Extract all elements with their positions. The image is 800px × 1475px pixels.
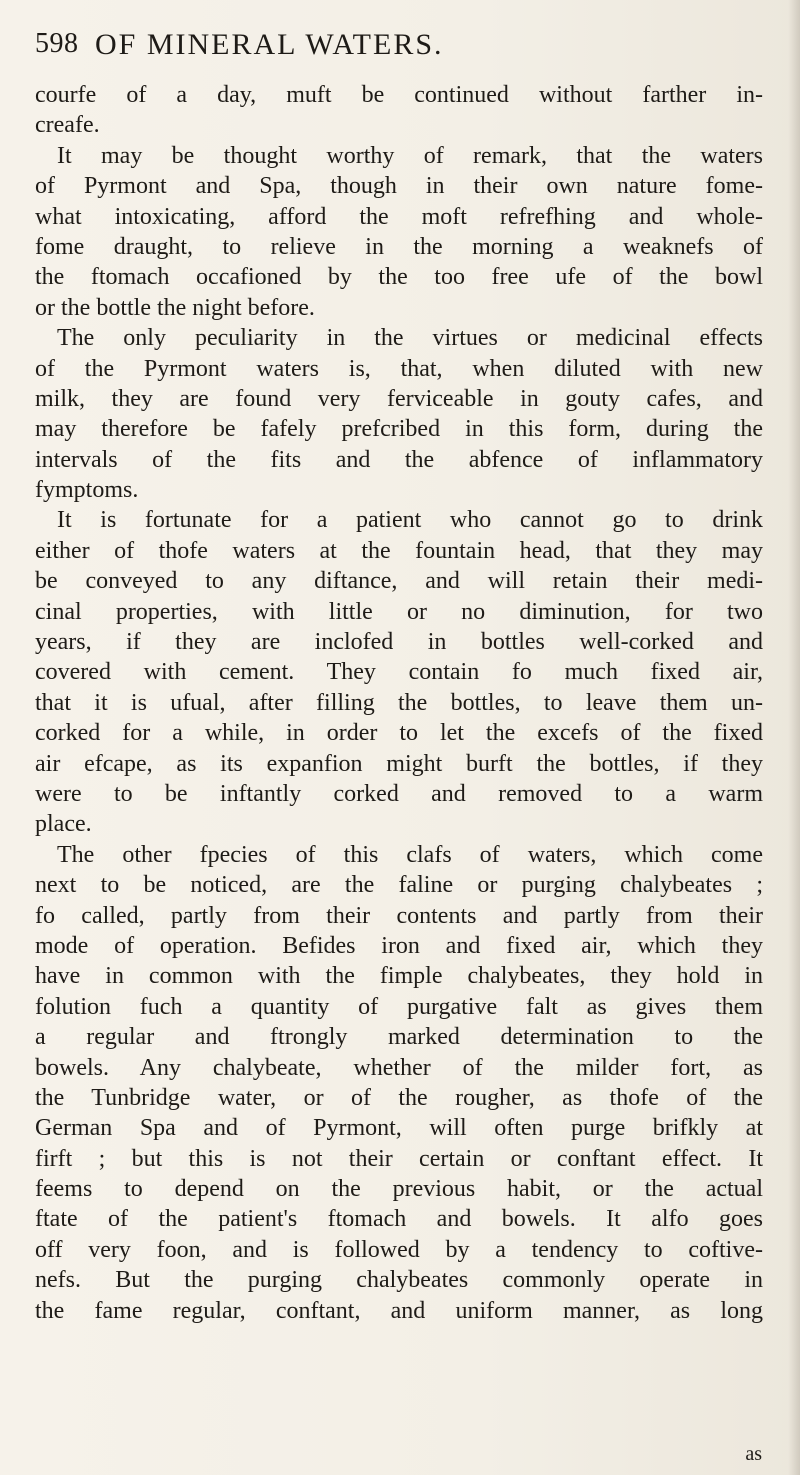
text-line: The only peculiarity in the virtues or medicinal effects xyxy=(57,325,763,352)
text-line: next to be noticed, are the faline or purging chalybeates ; xyxy=(35,872,763,899)
text-line: courfe of a day, muft be continued without farther in- xyxy=(35,82,763,108)
catchword: as xyxy=(745,1443,762,1465)
text-line: that it is ufual, after filling the bottles, to leave them un- xyxy=(35,689,763,716)
text-line: off very foon, and is followed by a tendency to coftive- xyxy=(35,1236,763,1263)
text-line: It may be thought worthy of remark, that the waters xyxy=(57,142,763,169)
text-line: the Tunbridge water, or of the rougher, as thofe of the xyxy=(35,1084,763,1111)
text-line: fymptoms. xyxy=(35,477,139,504)
text-line: were to be inftantly corked and removed to a warm xyxy=(35,780,763,807)
text-line: fo called, partly from their contents and partly from their xyxy=(35,902,763,929)
page-number: 598 xyxy=(35,28,79,59)
body-text xyxy=(35,80,763,1326)
text-line: The other fpecies of this clafs of waters, which come xyxy=(57,841,763,868)
text-line: milk, they are found very ferviceable in gouty cafes, and xyxy=(35,385,763,412)
text-line: It is fortunate for a patient who cannot go to drink xyxy=(57,507,763,534)
text-line: place. xyxy=(35,811,92,838)
text-line: firft ; but this is not their certain or conftant effect. It xyxy=(35,1145,763,1172)
text-line: cinal properties, with little or no diminution, for two xyxy=(35,598,763,625)
text-line: covered with cement. They contain fo much fixed air, xyxy=(35,659,763,686)
text-line: feems to depend on the previous habit, or the actual xyxy=(35,1176,763,1203)
text-line: German Spa and of Pyrmont, will often purge brifkly at xyxy=(35,1115,763,1142)
text-line: intervals of the fits and the abfence of inflammatory xyxy=(35,446,763,473)
text-line: a regular and ftrongly marked determination to the xyxy=(35,1024,763,1051)
text-line: bowels. Any chalybeate, whether of the milder fort, as xyxy=(35,1054,763,1081)
text-line: fome draught, to relieve in the morning a weaknefs of xyxy=(35,233,763,260)
page-edge-shadow xyxy=(788,0,800,1475)
text-line: folution fuch a quantity of purgative falt as gives them xyxy=(35,993,763,1020)
text-line: ftate of the patient's ftomach and bowels. It alfo goes xyxy=(35,1206,763,1233)
text-line: what intoxicating, afford the moft refrefhing and whole- xyxy=(35,203,763,230)
running-title: OF MINERAL WATERS. xyxy=(95,28,444,61)
text-line: corked for a while, in order to let the excefs of the fixed xyxy=(35,720,763,747)
text-line: mode of operation. Befides iron and fixed air, which they xyxy=(35,932,763,959)
text-line: or the bottle the night before. xyxy=(35,294,315,321)
text-line: either of thofe waters at the fountain head, that they may xyxy=(35,537,763,564)
text-line: be conveyed to any diftance, and will retain their medi- xyxy=(35,568,763,595)
text-line: years, if they are inclofed in bottles well-corked and xyxy=(35,629,763,656)
text-line: creafe. xyxy=(35,112,100,139)
text-line: nefs. But the purging chalybeates commonly operate in xyxy=(35,1267,763,1294)
text-line: of Pyrmont and Spa, though in their own nature fome- xyxy=(35,173,763,200)
page-header xyxy=(35,28,775,68)
text-line: air efcape, as its expanfion might burft the bottles, if they xyxy=(35,750,763,777)
text-line: the ftomach occafioned by the too free ufe of the bowl xyxy=(35,264,763,291)
text-line: the fame regular, conftant, and uniform manner, as long xyxy=(35,1297,763,1324)
text-line: have in common with the fimple chalybeates, they hold in xyxy=(35,963,763,990)
text-line: may therefore be fafely prefcribed in this form, during the xyxy=(35,416,763,443)
text-line: of the Pyrmont waters is, that, when diluted with new xyxy=(35,355,763,382)
